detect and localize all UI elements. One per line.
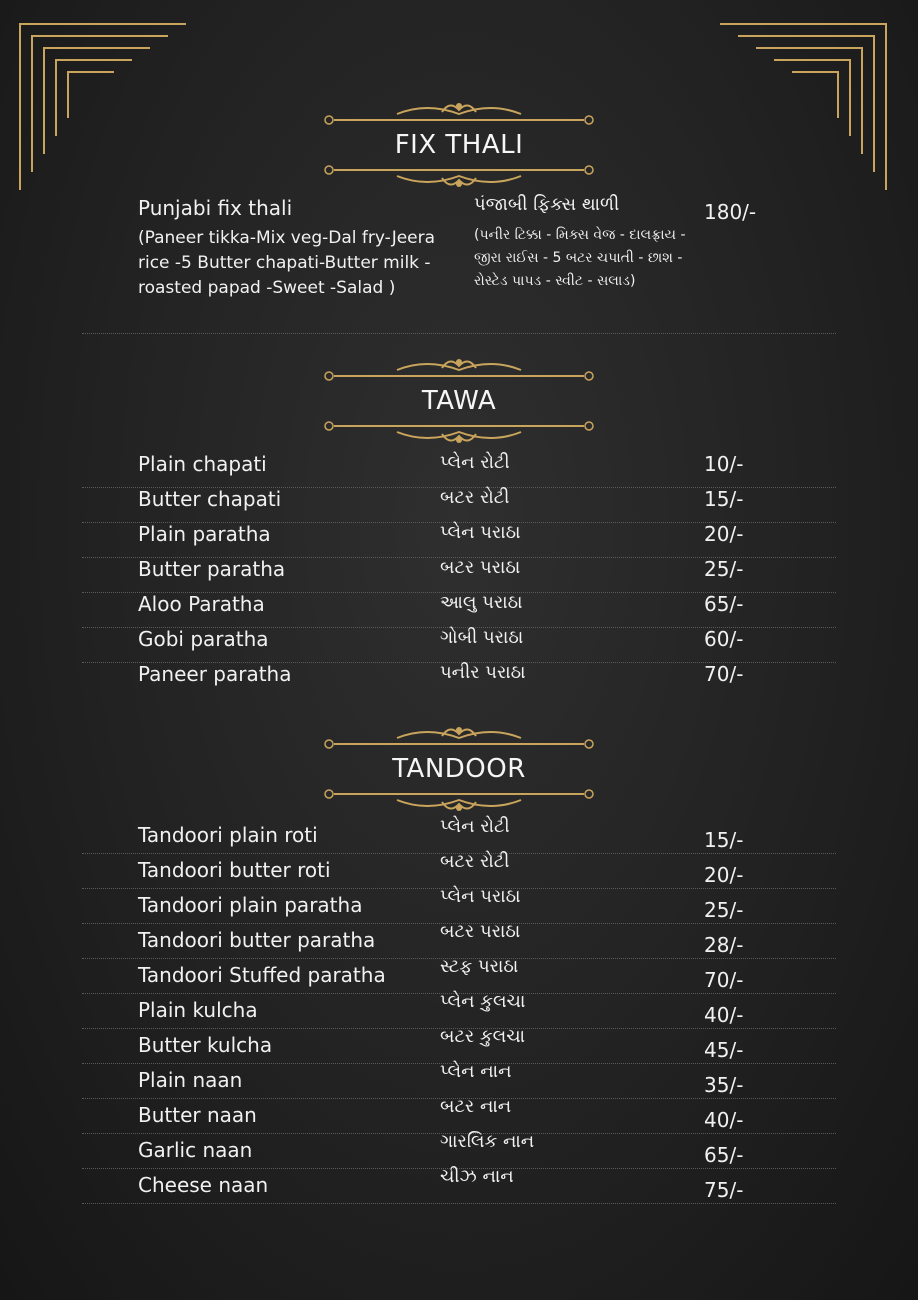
menu-item bbox=[82, 592, 836, 628]
menu-item bbox=[82, 853, 836, 889]
item-price: 65/- bbox=[704, 1143, 744, 1167]
item-name-gujarati: ગારલિક નાન bbox=[440, 1131, 535, 1152]
item-price: 65/- bbox=[704, 592, 744, 616]
section-title: TANDOOR bbox=[392, 754, 526, 784]
heading-tandoor bbox=[322, 722, 596, 816]
item-name-gujarati: બટર કુલચા bbox=[440, 1026, 526, 1047]
item-name: Aloo Paratha bbox=[138, 592, 265, 616]
menu-item bbox=[82, 888, 836, 924]
item-name-gujarati: બટર રોટી bbox=[440, 487, 510, 508]
item-name-gujarati: ચીઝ નાન bbox=[440, 1166, 514, 1187]
item-name: Butter chapati bbox=[138, 487, 282, 511]
section-title: FIX THALI bbox=[394, 130, 524, 160]
item-price: 15/- bbox=[704, 487, 744, 511]
item-price: 35/- bbox=[704, 1073, 744, 1097]
corner-frame-top-left bbox=[18, 22, 188, 192]
item-price: 75/- bbox=[704, 1178, 744, 1202]
menu-item bbox=[82, 1028, 836, 1064]
item-name-gujarati: આલુ પરાઠા bbox=[440, 592, 523, 613]
item-price: 180/- bbox=[704, 200, 757, 224]
item-description: (Paneer tikka-Mix veg-Dal fry-Jeera rice -5 Butter chapati-Butter milk -roasted papad -Sweet -Salad ) bbox=[138, 228, 436, 298]
heading-tawa bbox=[322, 354, 596, 448]
item-name: Cheese naan bbox=[138, 1173, 269, 1197]
menu-item bbox=[82, 958, 836, 994]
item-name-gujarati: પ્લેન પરાઠા bbox=[440, 886, 521, 907]
item-name-gujarati: પ્લેન નાન bbox=[440, 1061, 512, 1082]
item-name-gujarati: પંજાબી ફિક્સ થાળી bbox=[474, 194, 620, 215]
menu-item-punjabi-fix-thali bbox=[82, 190, 836, 334]
item-name: Punjabi fix thali bbox=[138, 196, 293, 220]
menu-item bbox=[82, 522, 836, 558]
item-name: Plain naan bbox=[138, 1068, 243, 1092]
item-price: 28/- bbox=[704, 933, 744, 957]
menu-item bbox=[82, 452, 836, 488]
item-name: Garlic naan bbox=[138, 1138, 253, 1162]
menu-item bbox=[82, 993, 836, 1029]
item-name: Tandoori plain paratha bbox=[138, 893, 363, 917]
item-name-gujarati: ગોબી પરાઠા bbox=[440, 627, 524, 648]
item-price: 70/- bbox=[704, 662, 744, 686]
item-price: 25/- bbox=[704, 557, 744, 581]
item-name-gujarati: પ્લેન રોટી bbox=[440, 816, 510, 837]
item-price: 70/- bbox=[704, 968, 744, 992]
item-name: Butter paratha bbox=[138, 557, 286, 581]
item-price: 20/- bbox=[704, 863, 744, 887]
item-price: 10/- bbox=[704, 452, 744, 476]
menu-item bbox=[82, 627, 836, 663]
item-name-gujarati: બટર પરાઠા bbox=[440, 921, 521, 942]
corner-frame-top-right bbox=[718, 22, 888, 192]
item-name: Butter naan bbox=[138, 1103, 257, 1127]
item-name: Tandoori plain roti bbox=[138, 823, 318, 847]
item-name: Plain paratha bbox=[138, 522, 271, 546]
item-name: Butter kulcha bbox=[138, 1033, 273, 1057]
menu-item bbox=[82, 1098, 836, 1134]
item-name: Tandoori butter roti bbox=[138, 858, 331, 882]
item-name: Paneer paratha bbox=[138, 662, 292, 686]
section-title: TAWA bbox=[421, 386, 497, 416]
menu-item bbox=[82, 557, 836, 593]
menu-item bbox=[82, 818, 836, 854]
heading-fix-thali bbox=[322, 98, 596, 192]
item-name-gujarati: સ્ટફ પરાઠા bbox=[440, 956, 519, 977]
item-name-gujarati: પનીર પરાઠા bbox=[440, 662, 526, 683]
item-name: Tandoori Stuffed paratha bbox=[138, 963, 386, 987]
item-price: 45/- bbox=[704, 1038, 744, 1062]
item-price: 15/- bbox=[704, 828, 744, 852]
item-price: 20/- bbox=[704, 522, 744, 546]
item-name-gujarati: બટર રોટી bbox=[440, 851, 510, 872]
item-price: 60/- bbox=[704, 627, 744, 651]
item-name-gujarati: બટર નાન bbox=[440, 1096, 512, 1117]
ornament-divider-bottom bbox=[322, 786, 596, 816]
item-price: 40/- bbox=[704, 1108, 744, 1132]
item-name: Plain kulcha bbox=[138, 998, 258, 1022]
ornament-divider-bottom bbox=[322, 162, 596, 192]
menu-item bbox=[82, 1133, 836, 1169]
item-name: Plain chapati bbox=[138, 452, 267, 476]
menu-item bbox=[82, 662, 836, 697]
item-name-gujarati: પ્લેન કુલચા bbox=[440, 991, 526, 1012]
menu-item bbox=[82, 1168, 836, 1204]
menu-item bbox=[82, 487, 836, 523]
item-price: 40/- bbox=[704, 1003, 744, 1027]
item-name-gujarati: પ્લેન રોટી bbox=[440, 452, 510, 473]
item-name-gujarati: પ્લેન પરાઠા bbox=[440, 522, 521, 543]
item-name-gujarati: બટર પરાઠા bbox=[440, 557, 521, 578]
ornament-divider-top bbox=[322, 354, 596, 384]
item-description-gujarati: (પનીર ટિક્કા - મિક્સ વેજ - દાલફ્રાય - જીરા રાઈસ - 5 બટર ચપાતી - છાશ - રોસ્ટેડ પાપડ - સ્વીટ - સલાડ) bbox=[474, 227, 686, 289]
item-name: Tandoori butter paratha bbox=[138, 928, 376, 952]
menu-item bbox=[82, 1063, 836, 1099]
ornament-divider-top bbox=[322, 722, 596, 752]
item-name: Gobi paratha bbox=[138, 627, 269, 651]
ornament-divider-top bbox=[322, 98, 596, 128]
ornament-divider-bottom bbox=[322, 418, 596, 448]
item-price: 25/- bbox=[704, 898, 744, 922]
menu-item bbox=[82, 923, 836, 959]
